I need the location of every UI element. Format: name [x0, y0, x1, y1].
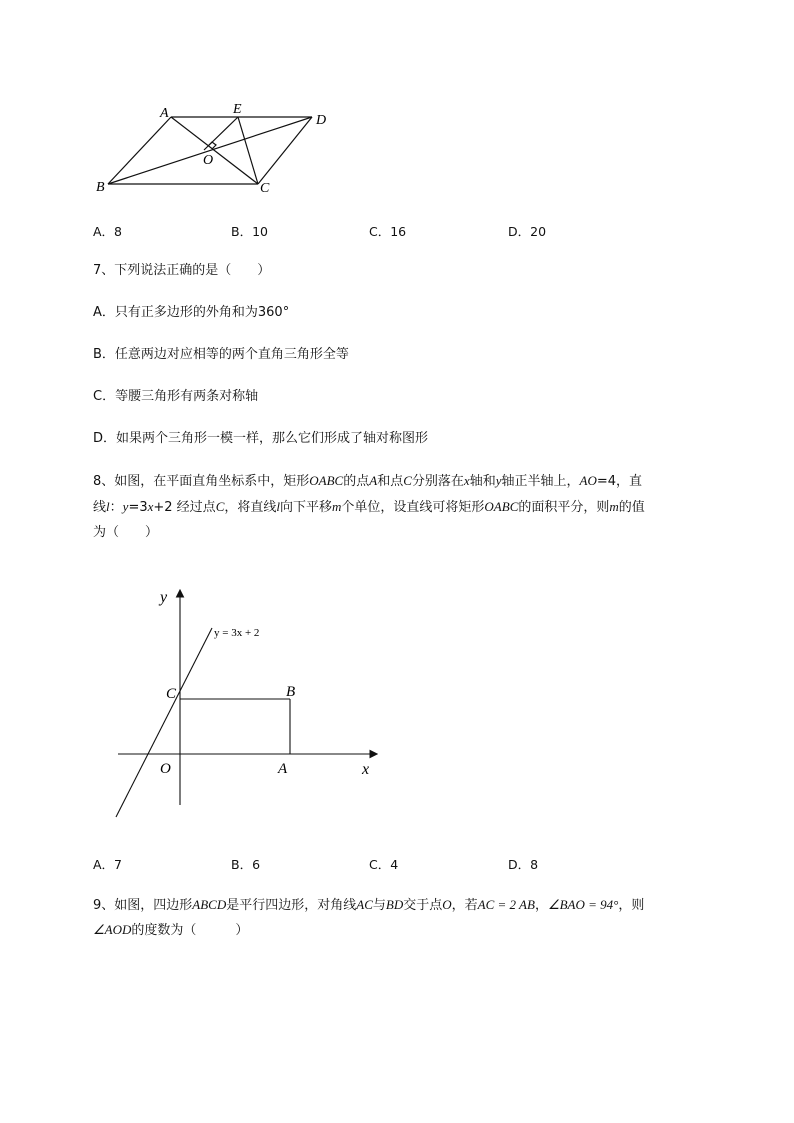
label-c: C: [260, 181, 270, 196]
x-axis-label: x: [362, 761, 370, 778]
diagonal-bd: [108, 117, 312, 184]
q8-option-d[interactable]: D．8: [508, 857, 539, 872]
q6-option-a[interactable]: A．8: [93, 224, 123, 239]
label-a: A: [278, 761, 288, 777]
label-a: A: [160, 106, 169, 121]
q8-stem-line2: 线l：y=3x+2 经过点C，将直线l向下平移m个单位，设直线可将矩形OABC的面积平分，则m的值: [93, 499, 645, 515]
y-axis-label: y: [160, 589, 168, 606]
q6-option-c[interactable]: C．16: [369, 224, 407, 239]
label-d: D: [316, 113, 327, 128]
segment-ec: [238, 117, 258, 184]
q8-stem-line3: 为（ ）: [93, 525, 159, 540]
q7-stem: 7、下列说法正确的是（ ）: [93, 263, 271, 278]
label-o: O: [203, 153, 214, 168]
label-b: B: [286, 684, 296, 700]
q6-option-d[interactable]: D．20: [508, 224, 547, 239]
parallelogram-figure: [90, 100, 340, 200]
q9-stem-line1: 9、如图，四边形ABCD是平行四边形，对角线AC与BD交于点O，若AC = 2 AB，∠BAO = 94°，则: [93, 897, 645, 913]
coordinate-figure: [108, 585, 388, 825]
label-o: O: [160, 761, 171, 777]
label-b: B: [96, 180, 105, 195]
diagonal-ac: [171, 117, 258, 184]
label-e: E: [233, 102, 242, 117]
q7-option-c[interactable]: C．等腰三角形有两条对称轴: [93, 389, 259, 404]
q7-option-a[interactable]: A．只有正多边形的外角和为360°: [93, 305, 290, 320]
q9-stem-line2: ∠AOD的度数为（ ）: [93, 922, 249, 938]
q7-option-b[interactable]: B．任意两边对应相等的两个直角三角形全等: [93, 347, 349, 362]
q7-option-d[interactable]: D．如果两个三角形一模一样，那么它们形成了轴对称图形: [93, 431, 429, 446]
line-equation-label: y = 3x + 2: [214, 627, 260, 639]
q8-option-a[interactable]: A．7: [93, 857, 123, 872]
q8-stem-line1: 8、如图，在平面直角坐标系中，矩形OABC的点A和点C分别落在x轴和y轴正半轴上，AO=4，直: [93, 473, 643, 489]
side-dc: [258, 117, 312, 184]
q8-option-c[interactable]: C．4: [369, 857, 399, 872]
q6-option-b[interactable]: B．10: [231, 224, 268, 239]
q8-option-b[interactable]: B．6: [231, 857, 261, 872]
label-c: C: [166, 686, 177, 702]
line-l: [116, 628, 212, 817]
